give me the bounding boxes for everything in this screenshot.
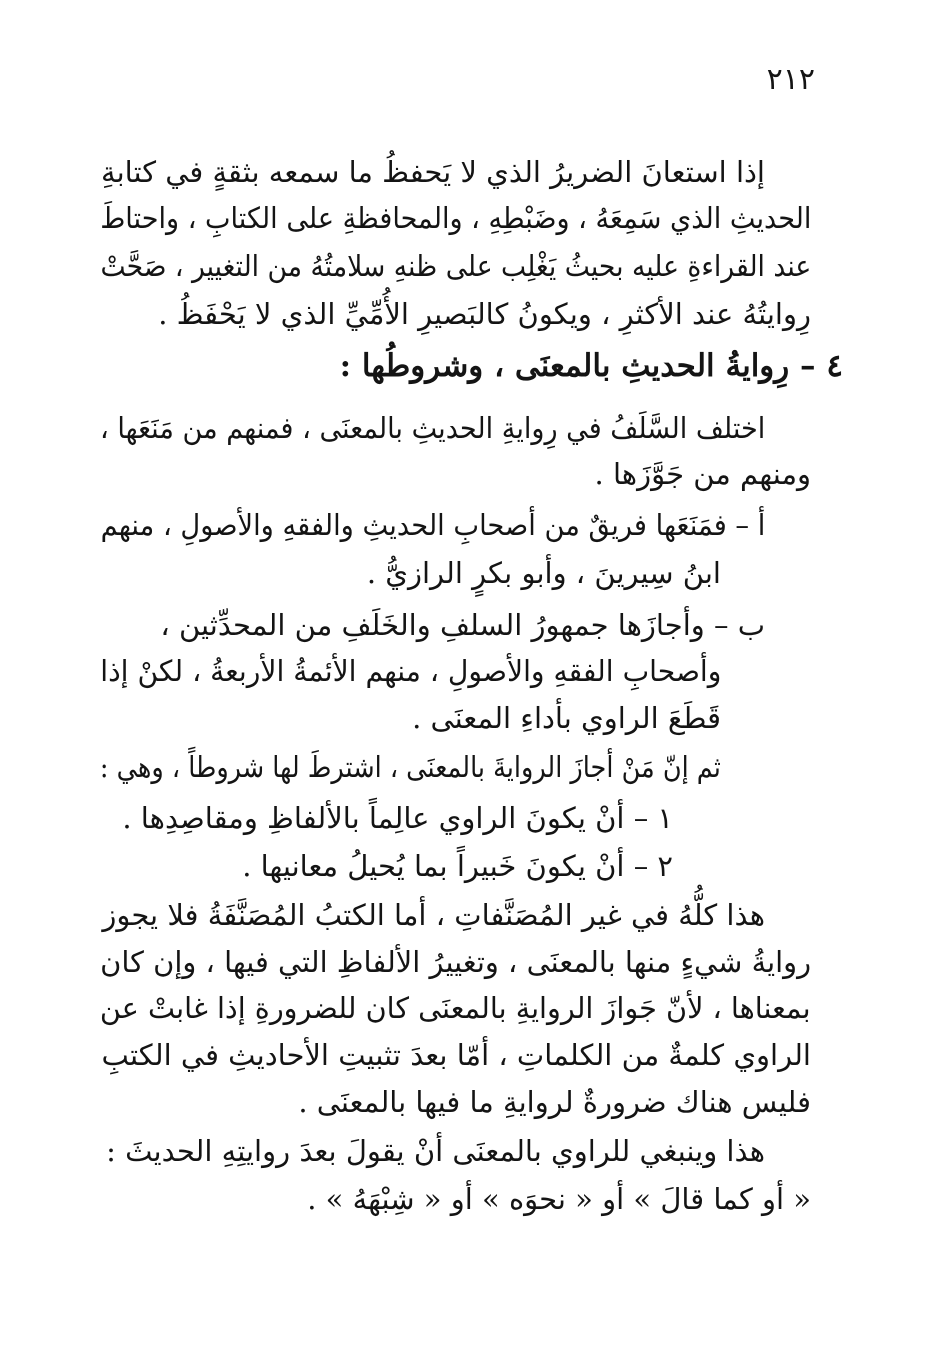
paragraph-line: ثم إنّ مَنْ أجازَ الروايةَ بالمعنَى ، اشترطَ لها شروطاً ، وهي : <box>99 750 721 784</box>
paragraph-line: « أو كما قالَ » أو « نحوَه » أو « شِبْهَهُ » . <box>307 1182 811 1216</box>
section-heading: ٤ – رِوايةُ الحديثِ بالمعنَى ، وشروطُها : <box>339 348 843 384</box>
paragraph-line: روايةُ شيءٍ منها بالمعنَى ، وتغييرُ الألفاظِ التي فيها ، وإن كان <box>100 945 811 979</box>
paragraph-line: هذا كلُّهُ في غير المُصَنَّفاتِ ، أما الكتبُ المُصَنَّفَةُ فلا يجوز <box>102 898 765 932</box>
paragraph-line: ومنهم من جَوَّزَها . <box>594 457 811 491</box>
paragraph-line: الحديثِ الذي سَمِعَهُ ، وضَبْطِهِ ، والمحافظةِ على الكتابِ ، واحتاطَ <box>99 201 811 235</box>
list-item-line: أ – فمَنَعَها فريقٌ من أصحابِ الحديثِ والفقهِ والأصولِ ، منهم <box>100 508 765 542</box>
paragraph-line: رِوايتُهُ عند الأكثرِ ، ويكونُ كالبَصيرِ الأُمِّيِّ الذي لا يَحْفَظُ . <box>158 297 811 331</box>
paragraph-line: بمعناها ، لأنّ جَوازَ الروايةِ بالمعنَى كان للضرورةِ إذا غابتْ عن <box>100 991 811 1025</box>
paragraph-line: إذا استعانَ الضريرُ الذي لا يَحفظُ ما سمعه بثقةٍ في كتابةِ <box>101 155 765 189</box>
paragraph-line: فليس هناك ضرورةٌ لروايةِ ما فيها بالمعنَى . <box>298 1085 811 1119</box>
paragraph-line: هذا وينبغي للراوي بالمعنَى أنْ يقولَ بعدَ روايتِهِ الحديثَ : <box>106 1134 765 1168</box>
list-item-line: ١ – أنْ يكونَ الراوي عالِماً بالألفاظِ ومقاصِدِها . <box>122 801 673 835</box>
list-item-line: ٢ – أنْ يكونَ خَبيراً بما يُحيلُ معانيها . <box>242 849 673 883</box>
paragraph-line: اختلف السَّلَفُ في رِوايةِ الحديثِ بالمعنَى ، فمنهم من مَنَعَها ، <box>99 411 765 445</box>
paragraph-line: عند القراءةِ عليه بحيثُ يَغْلِب على ظنهِ سلامتُهُ من التغيير ، صَحَّتْ <box>100 249 811 283</box>
list-item-line: وأصحابِ الفقهِ والأصولِ ، منهم الأئمةُ الأربعةُ ، لكنْ إذا <box>99 654 721 688</box>
list-item-line: ب – وأجازَها جمهورُ السلفِ والخَلَفِ من المحدِّثين ، <box>160 608 765 642</box>
list-item-line: قَطَعَ الراوي بأداءِ المعنَى . <box>412 701 721 735</box>
page-number: ٢١٢ <box>766 62 815 97</box>
list-item-line: ابنُ سِيرينَ ، وأبو بكرٍ الرازيُّ . <box>366 556 721 590</box>
paragraph-line: الراوي كلمةٌ من الكلماتِ ، أمّا بعدَ تثبيتِ الأحاديثِ في الكتبِ <box>101 1038 811 1072</box>
